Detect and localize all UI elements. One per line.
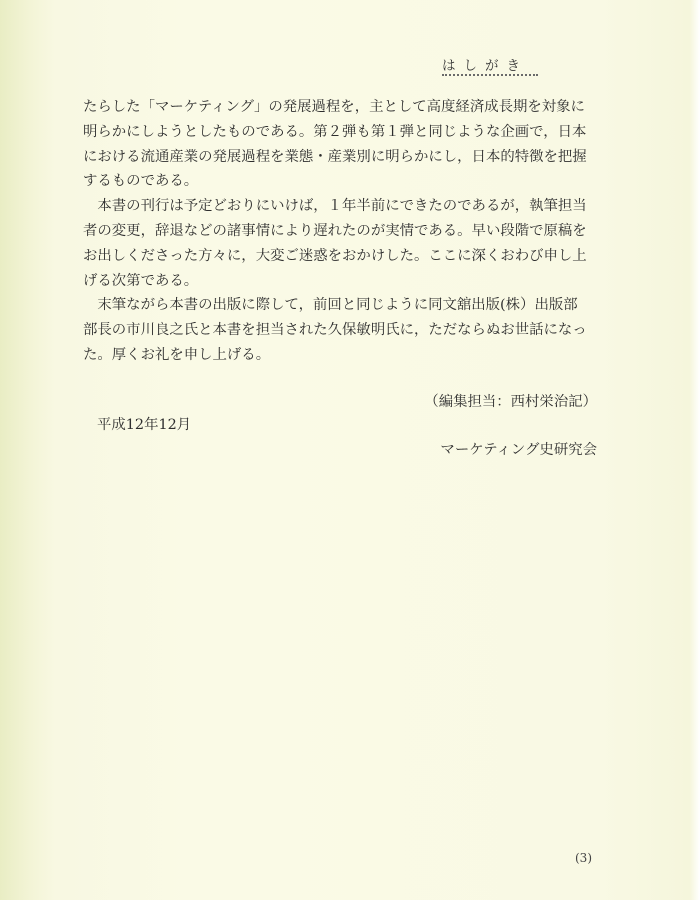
society-signature: マーケティング史研究会 [440, 442, 597, 458]
body-text [83, 95, 613, 368]
page-number: (3) [575, 851, 592, 865]
editor-note: （編集担当：西村栄治記） [424, 394, 597, 410]
paragraph-continued: たらした「マーケティング」の発展過程を，主として高度経済成長期を対象に 明らかにしようとしたものである。第２弾も第１弾と同じような企画で，日本 における流通産業の発展過程を業態・産業別に明らかにし，日本的特徴を把握 するものである。 [83, 99, 587, 190]
running-head-dotted-rule [442, 74, 538, 76]
running-head: はしがき [442, 58, 528, 74]
date-line: 平成12年12月 [97, 417, 192, 433]
paragraph-publication-delay: 本書の刊行は予定どおりにいけば，１年半前にできたのであるが，執筆担当 者の変更，辞退などの諸事情により遅れたのが実情である。早い段階で原稿を お出しくださった方々に，大変ご迷惑をおかけした。ここに深くおわび申し上 げる次第である。 [83, 198, 587, 289]
paragraph-acknowledgements: 末筆ながら本書の出版に際して，前回と同じように同文舘出版(株）出版部 部長の市川良之氏と本書を担当された久保敏明氏に，ただならぬお世話になっ た。厚くお礼を申し上げる。 [83, 297, 587, 363]
